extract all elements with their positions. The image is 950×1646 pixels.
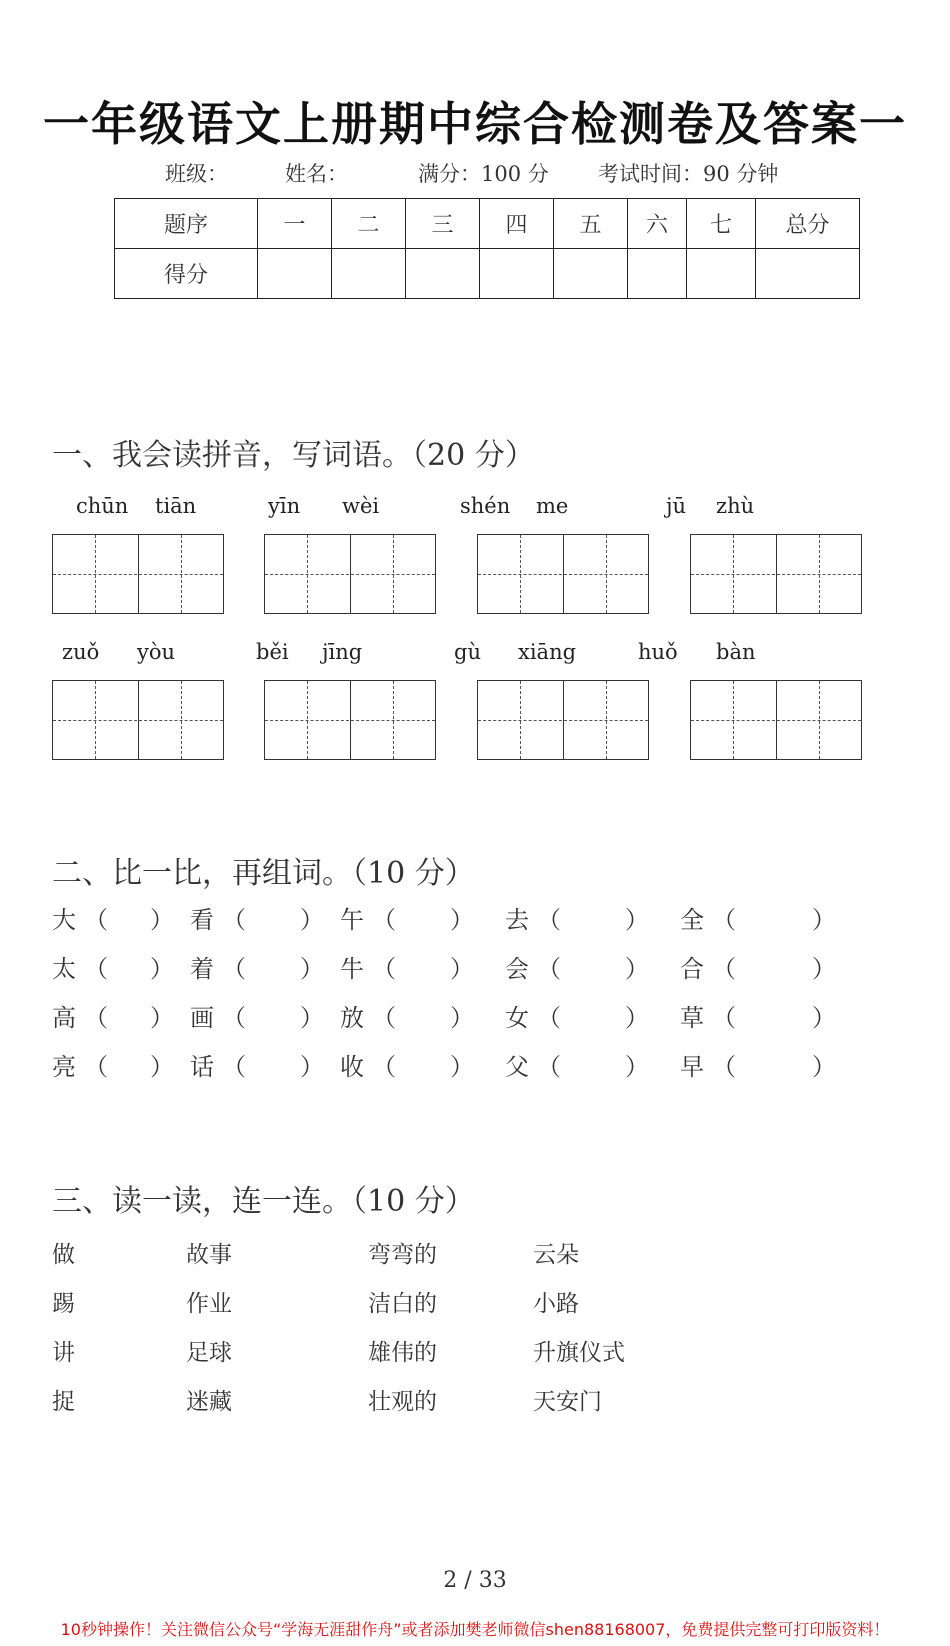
answer-paren-open[interactable]: （ xyxy=(712,1053,736,1081)
match-word[interactable]: 升旗仪式 xyxy=(533,1340,625,1366)
match-word[interactable]: 踢 xyxy=(52,1291,75,1317)
answer-paren-open[interactable]: （ xyxy=(537,1004,561,1032)
full-score-label: 满分：100 分 xyxy=(418,162,549,186)
answer-paren-close: ） xyxy=(812,1004,836,1032)
score-cell[interactable] xyxy=(756,249,860,299)
compare-word-grid xyxy=(0,900,950,1100)
pinyin: me xyxy=(536,494,569,518)
compare-char: 话 xyxy=(190,1053,214,1081)
answer-paren-open[interactable]: （ xyxy=(84,1004,108,1032)
pinyin: jīng xyxy=(322,640,363,664)
match-word[interactable]: 洁白的 xyxy=(368,1291,437,1317)
writing-grid[interactable] xyxy=(477,680,649,760)
score-table-score-row xyxy=(115,249,860,299)
match-word[interactable]: 做 xyxy=(52,1242,75,1268)
pinyin-row-2 xyxy=(0,640,950,670)
section2-heading: 二、比一比，再组词。（10 分） xyxy=(52,856,475,891)
writing-grid[interactable] xyxy=(264,680,436,760)
pinyin: běi xyxy=(256,640,289,664)
match-word[interactable]: 壮观的 xyxy=(368,1389,437,1415)
answer-paren-close: ） xyxy=(150,1053,174,1081)
answer-paren-close: ） xyxy=(300,955,324,983)
match-word[interactable]: 作业 xyxy=(186,1291,232,1317)
answer-paren-close: ） xyxy=(625,1004,649,1032)
compare-char: 亮 xyxy=(52,1053,76,1081)
pinyin-row-1 xyxy=(0,494,950,524)
compare-char: 看 xyxy=(190,906,214,934)
compare-char: 草 xyxy=(680,1004,704,1032)
section3-heading: 三、读一读，连一连。（10 分） xyxy=(52,1184,475,1219)
promo-footer: 10秒钟操作！关注微信公众号“学海无涯甜作舟”或者添加樊老师微信shen88168007，免费提供完整可打印版资料！ xyxy=(60,1620,890,1639)
answer-paren-close: ） xyxy=(625,906,649,934)
score-cell[interactable] xyxy=(406,249,480,299)
pinyin: xiāng xyxy=(518,640,577,664)
match-word[interactable]: 迷藏 xyxy=(186,1389,232,1415)
page-number: 2 / 33 xyxy=(443,1568,507,1593)
compare-char: 会 xyxy=(505,955,529,983)
writing-grid[interactable] xyxy=(264,534,436,614)
score-table-header-cell: 四 xyxy=(480,199,554,249)
name-label: 姓名： xyxy=(285,162,348,186)
student-info xyxy=(0,158,950,188)
compare-char: 放 xyxy=(340,1004,364,1032)
answer-paren-open[interactable]: （ xyxy=(372,955,396,983)
writing-grid[interactable] xyxy=(52,680,224,760)
score-table-header-cell: 三 xyxy=(406,199,480,249)
answer-paren-open[interactable]: （ xyxy=(537,1053,561,1081)
score-cell[interactable] xyxy=(628,249,687,299)
answer-paren-open[interactable]: （ xyxy=(222,1004,246,1032)
score-cell[interactable] xyxy=(258,249,332,299)
score-cell[interactable] xyxy=(480,249,554,299)
compare-char: 父 xyxy=(505,1053,529,1081)
answer-paren-close: ） xyxy=(300,1004,324,1032)
score-cell[interactable] xyxy=(332,249,406,299)
pinyin: huǒ xyxy=(638,640,678,664)
pinyin: tiān xyxy=(155,494,197,518)
answer-paren-close: ） xyxy=(812,955,836,983)
pinyin: zuǒ xyxy=(62,640,100,664)
match-word[interactable]: 捉 xyxy=(52,1389,75,1415)
match-word[interactable]: 足球 xyxy=(186,1340,232,1366)
section1-heading: 一、我会读拼音，写词语。（20 分） xyxy=(52,438,535,473)
answer-paren-close: ） xyxy=(150,1004,174,1032)
answer-paren-close: ） xyxy=(625,1053,649,1081)
class-label: 班级： xyxy=(165,162,228,186)
compare-char: 着 xyxy=(190,955,214,983)
writing-grid[interactable] xyxy=(477,534,649,614)
score-table-header-cell: 六 xyxy=(628,199,687,249)
answer-paren-close: ） xyxy=(150,955,174,983)
answer-paren-open[interactable]: （ xyxy=(84,1053,108,1081)
answer-paren-open[interactable]: （ xyxy=(372,1053,396,1081)
match-word[interactable]: 故事 xyxy=(186,1242,232,1268)
score-table-header-cell: 五 xyxy=(554,199,628,249)
pinyin: zhù xyxy=(716,494,755,518)
compare-char: 去 xyxy=(505,906,529,934)
writing-grid[interactable] xyxy=(690,680,862,760)
answer-paren-open[interactable]: （ xyxy=(372,906,396,934)
answer-paren-close: ） xyxy=(450,955,474,983)
answer-paren-open[interactable]: （ xyxy=(537,955,561,983)
writing-grid[interactable] xyxy=(690,534,862,614)
answer-paren-open[interactable]: （ xyxy=(84,955,108,983)
compare-char: 大 xyxy=(52,906,76,934)
compare-char: 收 xyxy=(340,1053,364,1081)
page-title: 一年级语文上册期中综合检测卷及答案一 xyxy=(43,97,907,151)
score-table-header-row xyxy=(115,199,860,249)
compare-char: 全 xyxy=(680,906,704,934)
answer-paren-close: ） xyxy=(625,955,649,983)
answer-paren-open[interactable]: （ xyxy=(537,906,561,934)
compare-char: 午 xyxy=(340,906,364,934)
match-word[interactable]: 天安门 xyxy=(533,1389,602,1415)
match-word[interactable]: 雄伟的 xyxy=(368,1340,437,1366)
score-table-header-cell: 题序 xyxy=(115,199,258,249)
answer-paren-open[interactable]: （ xyxy=(712,955,736,983)
answer-paren-close: ） xyxy=(450,906,474,934)
match-word[interactable]: 云朵 xyxy=(533,1242,579,1268)
pinyin: jū xyxy=(666,494,687,518)
answer-paren-open[interactable]: （ xyxy=(222,1053,246,1081)
compare-char: 画 xyxy=(190,1004,214,1032)
matching-grid xyxy=(0,1236,950,1436)
score-table xyxy=(114,198,860,299)
exam-time-label: 考试时间：90 分钟 xyxy=(598,162,779,186)
answer-paren-close: ） xyxy=(450,1053,474,1081)
answer-paren-close: ） xyxy=(300,906,324,934)
answer-paren-open[interactable]: （ xyxy=(222,955,246,983)
answer-paren-close: ） xyxy=(812,1053,836,1081)
score-row-label: 得分 xyxy=(115,249,258,299)
answer-paren-open[interactable]: （ xyxy=(372,1004,396,1032)
score-table-header-cell: 七 xyxy=(687,199,756,249)
pinyin: gù xyxy=(454,640,481,664)
answer-paren-open[interactable]: （ xyxy=(84,906,108,934)
score-table-header-cell: 二 xyxy=(332,199,406,249)
answer-paren-open[interactable]: （ xyxy=(712,906,736,934)
score-table-header-cell: 总分 xyxy=(756,199,860,249)
answer-paren-close: ） xyxy=(150,906,174,934)
answer-paren-open[interactable]: （ xyxy=(712,1004,736,1032)
answer-paren-close: ） xyxy=(812,906,836,934)
compare-char: 合 xyxy=(680,955,704,983)
compare-char: 高 xyxy=(52,1004,76,1032)
compare-char: 牛 xyxy=(340,955,364,983)
compare-char: 女 xyxy=(505,1004,529,1032)
score-cell[interactable] xyxy=(687,249,756,299)
pinyin: yīn xyxy=(268,494,301,518)
compare-char: 太 xyxy=(52,955,76,983)
compare-char: 早 xyxy=(680,1053,704,1081)
score-cell[interactable] xyxy=(554,249,628,299)
score-table-header-cell: 一 xyxy=(258,199,332,249)
pinyin: chūn xyxy=(76,494,129,518)
match-word[interactable]: 小路 xyxy=(533,1291,579,1317)
pinyin: shén xyxy=(460,494,511,518)
match-word[interactable]: 弯弯的 xyxy=(368,1242,437,1268)
answer-paren-close: ） xyxy=(450,1004,474,1032)
answer-paren-open[interactable]: （ xyxy=(222,906,246,934)
writing-grid[interactable] xyxy=(52,534,224,614)
pinyin: bàn xyxy=(716,640,756,664)
pinyin: wèi xyxy=(342,494,380,518)
pinyin: yòu xyxy=(137,640,176,664)
answer-paren-close: ） xyxy=(300,1053,324,1081)
match-word[interactable]: 讲 xyxy=(52,1340,75,1366)
